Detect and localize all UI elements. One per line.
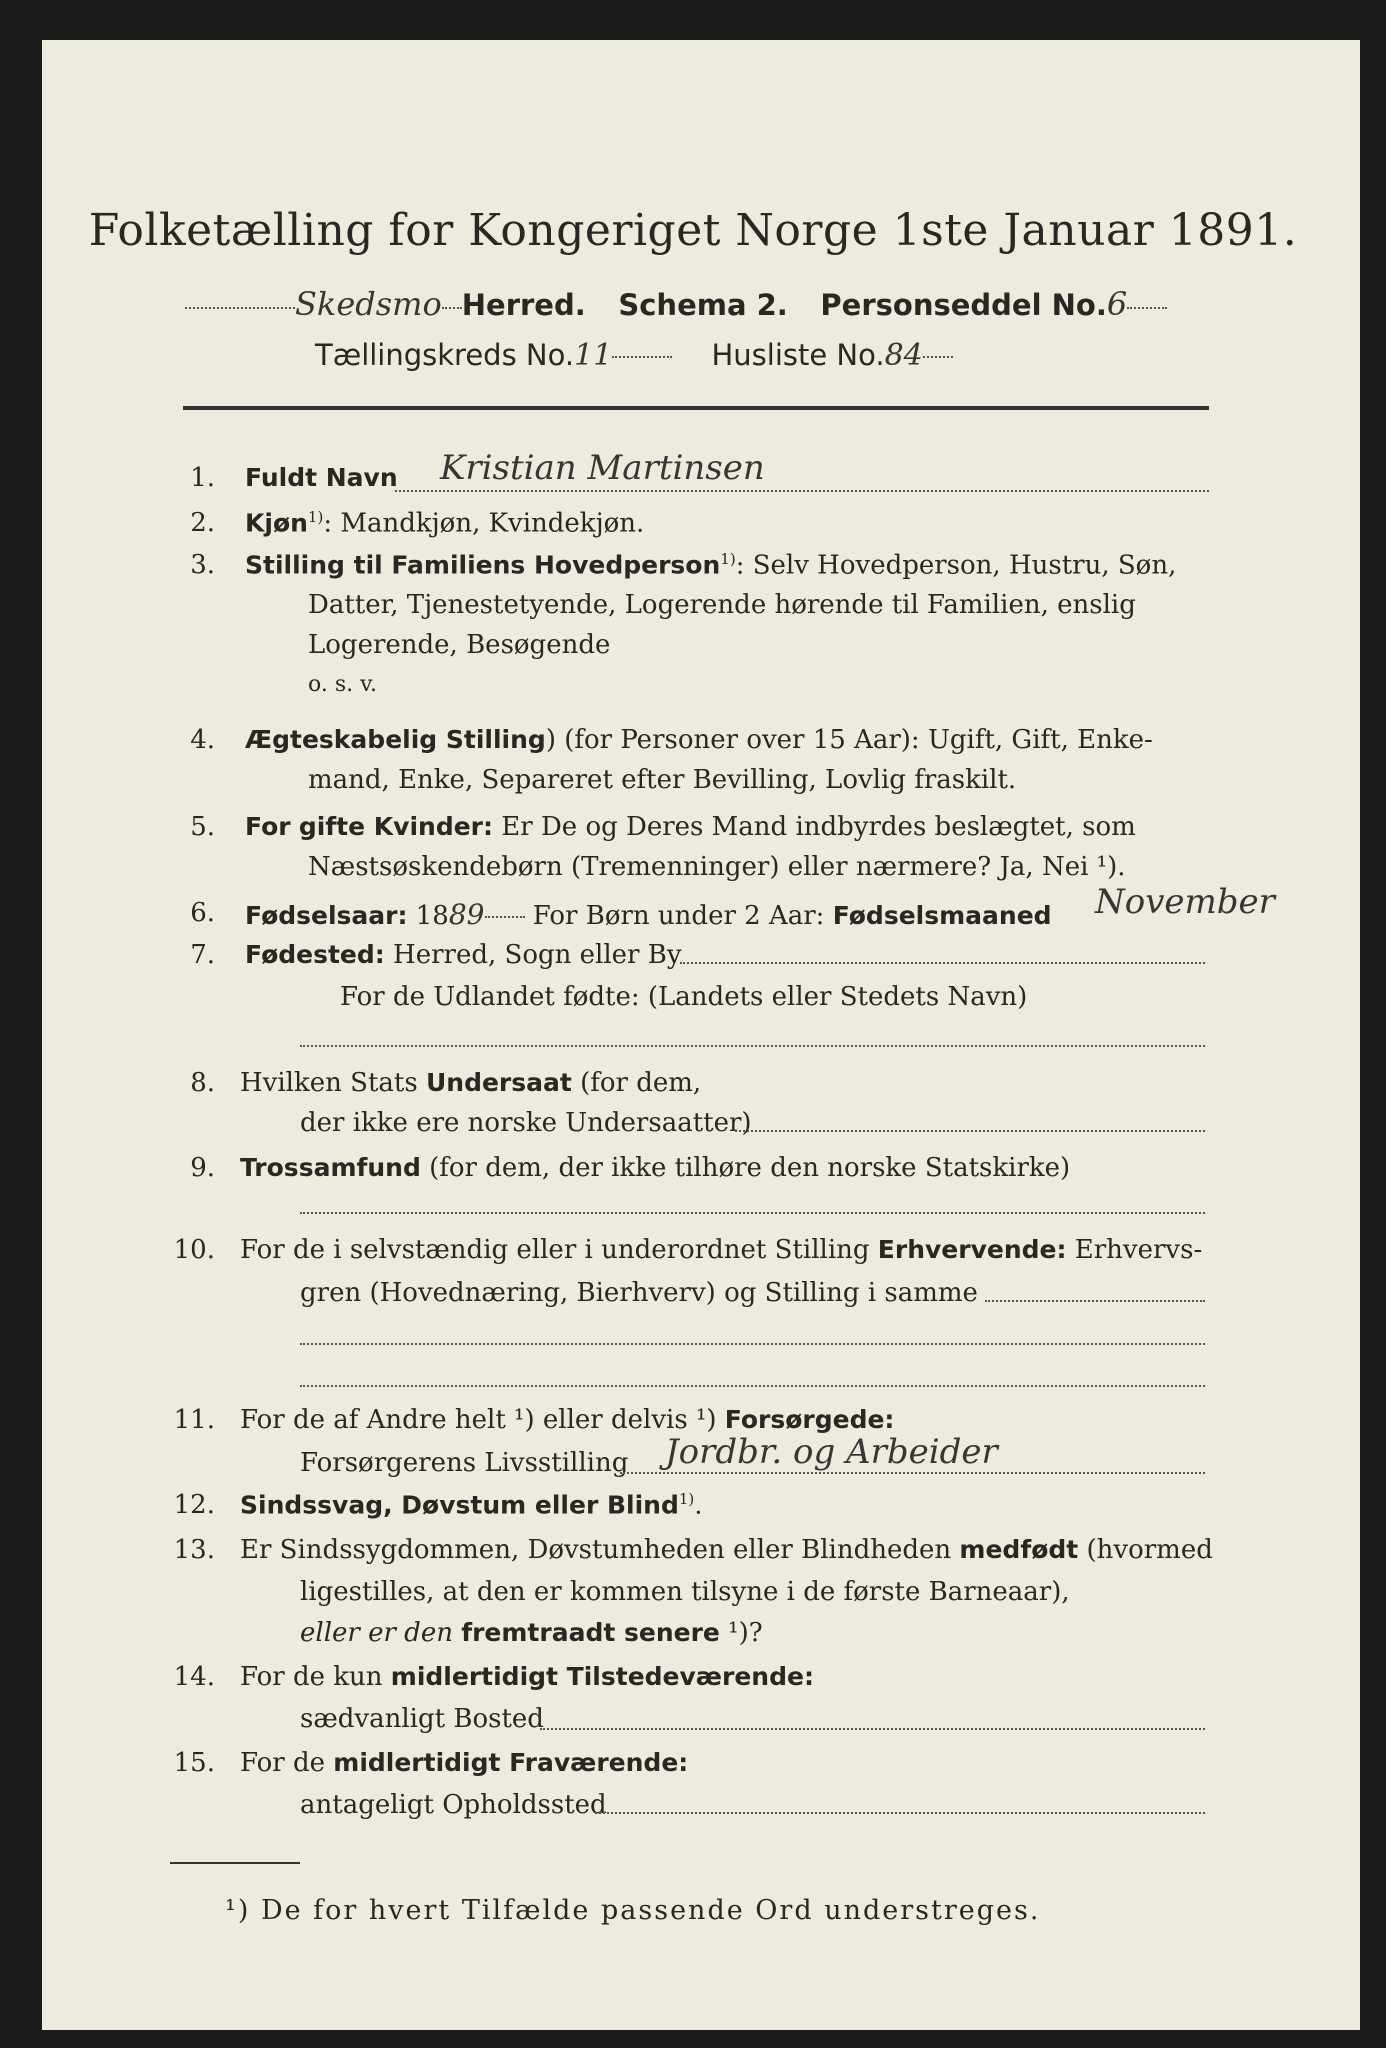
- q11-fill-line: [620, 1472, 1205, 1474]
- q11-line2: Forsørgerens Livsstilling: [300, 1448, 629, 1478]
- q7-fill-line: [680, 962, 1205, 964]
- q15-fill-line: [595, 1812, 1205, 1814]
- q12-row: Sindssvag, Døvstum eller Blind$^{1)}$.: [240, 1490, 703, 1521]
- schema-label: Schema 2.: [618, 288, 788, 322]
- q14-row: For de kun midlertidigt Tilstedeværende:: [240, 1662, 814, 1692]
- item-number: 14.: [173, 1662, 215, 1692]
- q15-line2: antageligt Opholdssted: [300, 1790, 607, 1820]
- item-number: 5.: [190, 812, 215, 842]
- herred-line: [185, 285, 1167, 323]
- personseddel-value: 6: [1106, 285, 1128, 323]
- husliste-label: Husliste No.: [711, 338, 885, 372]
- q10-fill-line3: [300, 1385, 1205, 1387]
- q14-fill-line: [540, 1728, 1205, 1730]
- q7-fill-line2: [300, 1045, 1205, 1047]
- footnote-rule: [170, 1862, 300, 1864]
- item-number: 2.: [190, 508, 215, 538]
- item-number: 6.: [190, 898, 215, 928]
- q2-row: Kjøn$^{1)}$: Mandkjøn, Kvindekjøn.: [245, 508, 645, 539]
- q3-line3: Logerende, Besøgende: [308, 630, 611, 660]
- q3-row: Stilling til Familiens Hovedperson$^{1)}$: Selv Hovedperson, Hustru, Søn,: [245, 550, 1177, 581]
- item-number: 1.: [190, 463, 215, 493]
- q14-line2: sædvanligt Bosted: [300, 1704, 544, 1734]
- q4-row: Ægteskabelig Stilling) (for Personer over 15 Aar): Ugift, Gift, Enke-: [245, 725, 1153, 755]
- herred-label: Herred.: [461, 288, 586, 322]
- birth-year-value: 89: [448, 898, 485, 931]
- kreds-label: Tællingskreds No.: [315, 338, 575, 372]
- item-number: 3.: [190, 550, 215, 580]
- header-rule: [183, 406, 1209, 410]
- personseddel-label: Personseddel No.: [820, 288, 1107, 322]
- kreds-value: 11: [574, 338, 613, 373]
- q10-fill-line: [985, 1300, 1205, 1302]
- q1-value: Kristian Martinsen: [440, 448, 765, 488]
- q1-fill-line: [395, 490, 1209, 492]
- item-number: 12.: [173, 1490, 215, 1520]
- q8-fill-line: [735, 1130, 1205, 1132]
- q10-line2: gren (Hovednæring, Bierhverv) og Stilling i samme: [300, 1278, 978, 1308]
- q9-row: Trossamfund (for dem, der ikke tilhøre den norske Statskirke): [240, 1153, 1071, 1183]
- q1-label: Fuldt Navn: [245, 463, 398, 492]
- herred-value: Skedsmo: [295, 285, 442, 323]
- q7-line2: For de Udlandet fødte: (Landets eller Stedets Navn): [340, 982, 1028, 1012]
- q3-line4: o. s. v.: [308, 672, 377, 697]
- q13-line3: eller er den fremtraadt senere ¹)?: [300, 1618, 763, 1648]
- q9-fill-line: [300, 1212, 1205, 1214]
- item-number: 7.: [190, 940, 215, 970]
- q11-value: Jordbr. og Arbeider: [665, 1432, 998, 1472]
- item-number: 13.: [173, 1535, 215, 1565]
- item-number: 9.: [190, 1153, 215, 1183]
- q13-row: Er Sindssygdommen, Døvstumheden eller Blindheden medfødt (hvormed: [240, 1535, 1213, 1565]
- kreds-line: [315, 338, 953, 373]
- footnote: ¹) De for hvert Tilfælde passende Ord understreges.: [225, 1895, 1041, 1926]
- item-number: 8.: [190, 1068, 215, 1098]
- item-number: 4.: [190, 725, 215, 755]
- birth-month-value: November: [1095, 882, 1275, 922]
- q3-line2: Datter, Tjenestetyende, Logerende hørende til Familien, enslig: [308, 590, 1136, 620]
- q5-line2: Næstsøskendebørn (Tremenninger) eller nærmere? Ja, Nei ¹).: [308, 852, 1126, 882]
- husliste-value: 84: [884, 338, 923, 373]
- q11-row: For de af Andre helt ¹) eller delvis ¹) Forsørgede:: [240, 1405, 895, 1435]
- item-number: 15.: [173, 1748, 215, 1778]
- item-number: 10.: [173, 1235, 215, 1265]
- q8-line2: der ikke ere norske Undersaatter): [300, 1108, 752, 1138]
- q6-row: Fødselsaar: 1889 For Børn under 2 Aar: Fødselsmaaned: [245, 898, 1052, 931]
- q13-line2: ligestilles, at den er kommen tilsyne i de første Barneaar),: [300, 1577, 1070, 1607]
- item-number: 11.: [173, 1405, 215, 1435]
- q8-row: Hvilken Stats Undersaat (for dem,: [240, 1068, 702, 1098]
- q7-row: Fødested: Herred, Sogn eller By: [245, 940, 682, 970]
- q5-row: For gifte Kvinder: Er De og Deres Mand indbyrdes beslægtet, som: [245, 812, 1136, 842]
- q4-line2: mand, Enke, Separeret efter Bevilling, Lovlig fraskilt.: [308, 765, 1017, 795]
- q10-row: For de i selvstændig eller i underordnet Stilling Erhvervende: Erhvervs-: [240, 1235, 1203, 1265]
- form-title: Folketælling for Kongeriget Norge 1ste Januar 1891.: [88, 205, 1298, 256]
- q1-row: [245, 463, 398, 493]
- q10-fill-line2: [300, 1343, 1205, 1345]
- q15-row: For de midlertidigt Fraværende:: [240, 1748, 689, 1778]
